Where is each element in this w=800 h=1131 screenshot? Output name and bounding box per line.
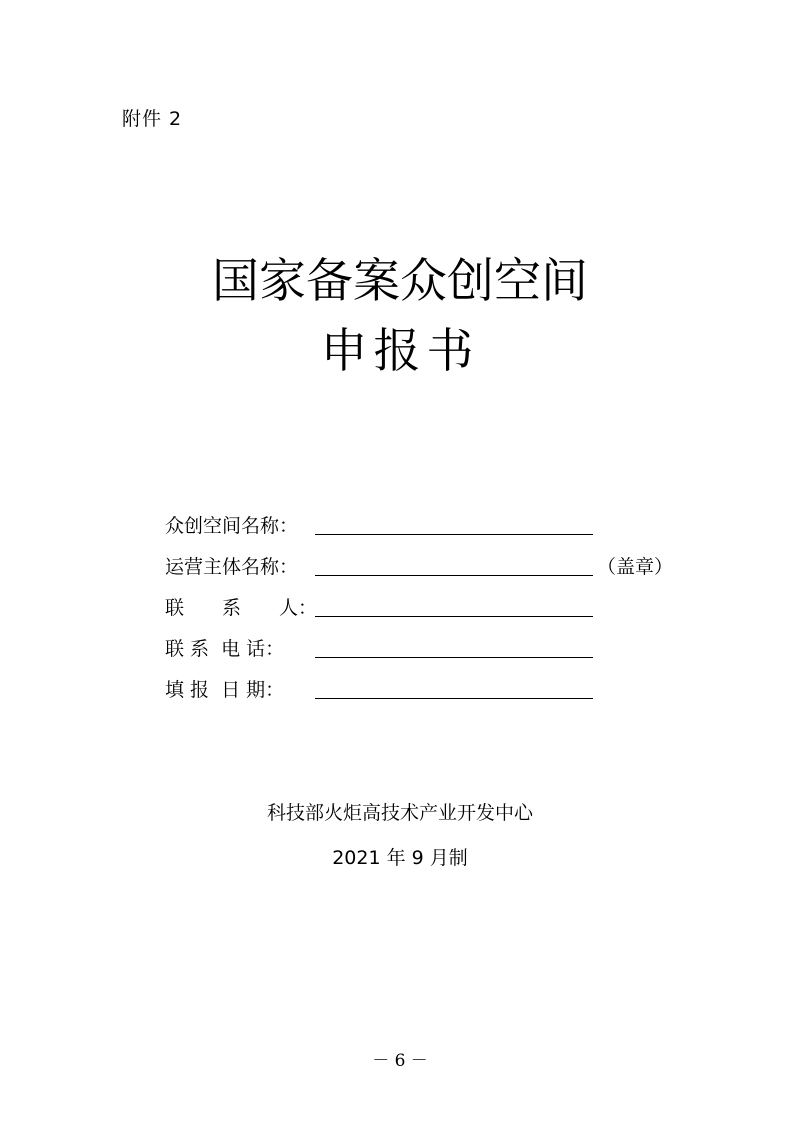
issue-date: 2021 年 9 月制: [332, 847, 468, 869]
seal-note: （盖章）: [597, 556, 674, 578]
document-title-line-1: 国家备案众创空间: [212, 254, 588, 309]
space-name-blank[interactable]: [315, 512, 593, 535]
form-row-contact-person: [165, 582, 673, 623]
page-number: － 6 －: [372, 1051, 428, 1071]
contact-phone-blank[interactable]: [315, 635, 593, 658]
attachment-label: 附件 2: [122, 108, 183, 130]
contact-person-blank[interactable]: [315, 594, 593, 617]
form-row-fill-date: [165, 664, 673, 705]
application-form: [165, 500, 673, 705]
space-name-label: 众创空间名称：: [165, 515, 299, 537]
operator-name-label: 运营主体名称：: [165, 556, 299, 578]
fill-date-label: 填 报 日 期：: [165, 679, 285, 701]
contact-phone-label: 联 系 电 话：: [165, 638, 285, 660]
form-row-space-name: [165, 500, 673, 541]
contact-person-label: 联 系 人：: [165, 597, 318, 619]
fill-date-blank[interactable]: [315, 676, 593, 699]
issuer-name: 科技部火炬高技术产业开发中心: [266, 802, 533, 824]
form-row-operator-name: [165, 541, 673, 582]
document-title-line-2: 申报书: [320, 324, 480, 379]
operator-name-blank[interactable]: [315, 553, 593, 576]
form-row-contact-phone: [165, 623, 673, 664]
